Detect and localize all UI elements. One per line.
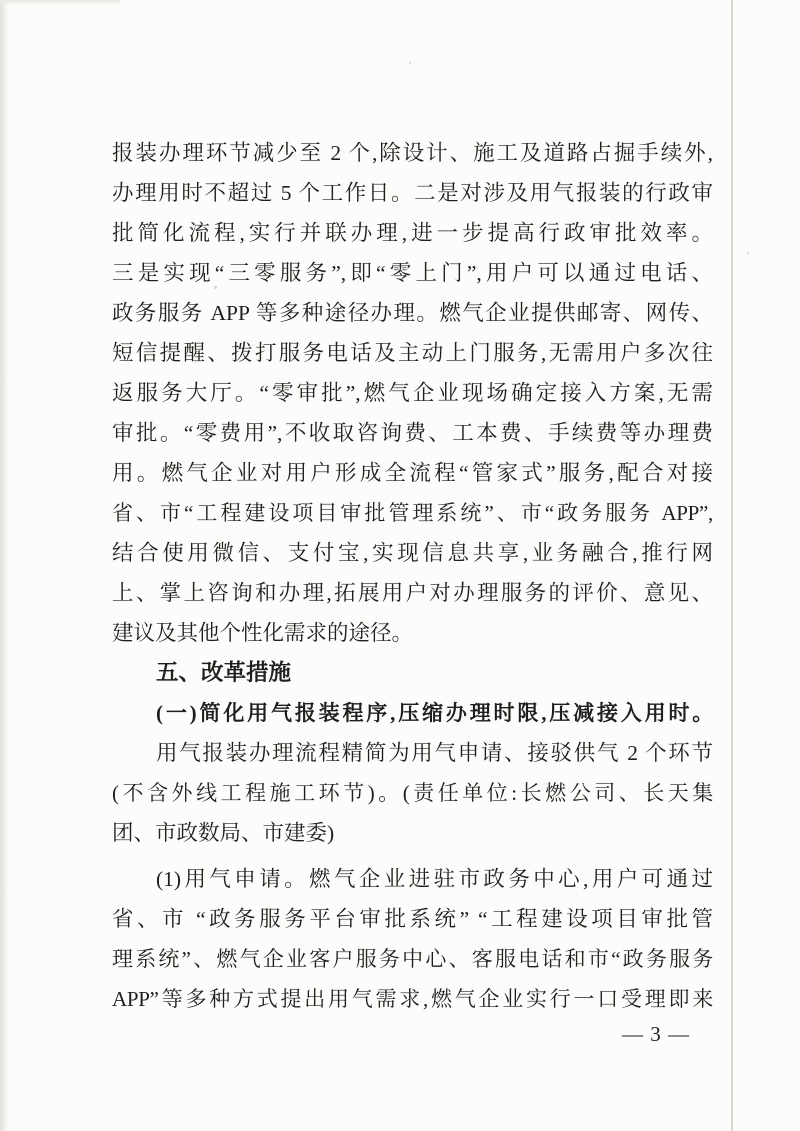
text-line: 批简化流程,实行并联办理,进一步提高行政审批效率。	[112, 221, 713, 245]
text-line: 团、市政数局、市建委)	[112, 821, 335, 845]
text-line: 短信提醒、拨打服务电话及主动上门服务,无需用户多次往	[112, 341, 713, 365]
scan-speck	[747, 252, 749, 254]
scan-line-right	[731, 0, 733, 1131]
text-line: 政务服务 APP 等多种途径办理。燃气企业提供邮寄、网传、	[112, 301, 713, 325]
text-line: 用气报装办理流程精简为用气申请、接驳供气 2 个环节	[156, 741, 713, 765]
text-line: (不含外线工程施工环节)。(责任单位:长燃公司、长天集	[112, 781, 713, 805]
text-line: (一)简化用气报装程序,压缩办理时限,压减接入用时。	[156, 701, 713, 725]
text-line: 报装办理环节减少至 2 个,除设计、施工及道路占掘手续外,	[112, 141, 713, 165]
text-line: APP”等多种方式提出用气需求,燃气企业实行一口受理即来	[112, 987, 713, 1011]
text-line: 理系统”、燃气企业客户服务中心、客服电话和市“政务服务	[112, 947, 713, 971]
page-number: — 3 —	[622, 1022, 690, 1046]
scan-speck	[409, 62, 411, 64]
text-line: 返服务大厅。“零审批”,燃气企业现场确定接入方案,无需	[112, 381, 713, 405]
text-line: 三是实现“三零服务”,即“零上门”,用户可以通过电话、	[112, 261, 713, 285]
text-line: 审批。“零费用”,不收取咨询费、工本费、手续费等办理费	[112, 421, 713, 445]
text-line: 省、市 “政务服务平台审批系统” “工程建设项目审批管	[112, 907, 713, 931]
document-lines	[112, 133, 713, 1019]
text-line: 用。燃气企业对用户形成全流程“管家式”服务,配合对接	[112, 461, 713, 485]
text-line: (1)用气申请。燃气企业进驻市政务中心,用户可通过	[156, 867, 713, 891]
text-line: 上、掌上咨询和办理,拓展用户对办理服务的评价、意见、	[112, 581, 713, 605]
text-line: 办理用时不超过 5 个工作日。二是对涉及用气报装的行政审	[112, 181, 713, 205]
scan-edge-top	[0, 0, 120, 5]
scan-edge-left	[0, 0, 8, 1131]
text-line: 结合使用微信、支付宝,实现信息共享,业务融合,推行网	[112, 541, 713, 565]
text-line: 建议及其他个性化需求的途径。	[112, 621, 414, 645]
text-line: 省、市“工程建设项目审批管理系统”、市“政务服务 APP”,	[112, 501, 713, 525]
text-line: 五、改革措施	[156, 660, 292, 685]
